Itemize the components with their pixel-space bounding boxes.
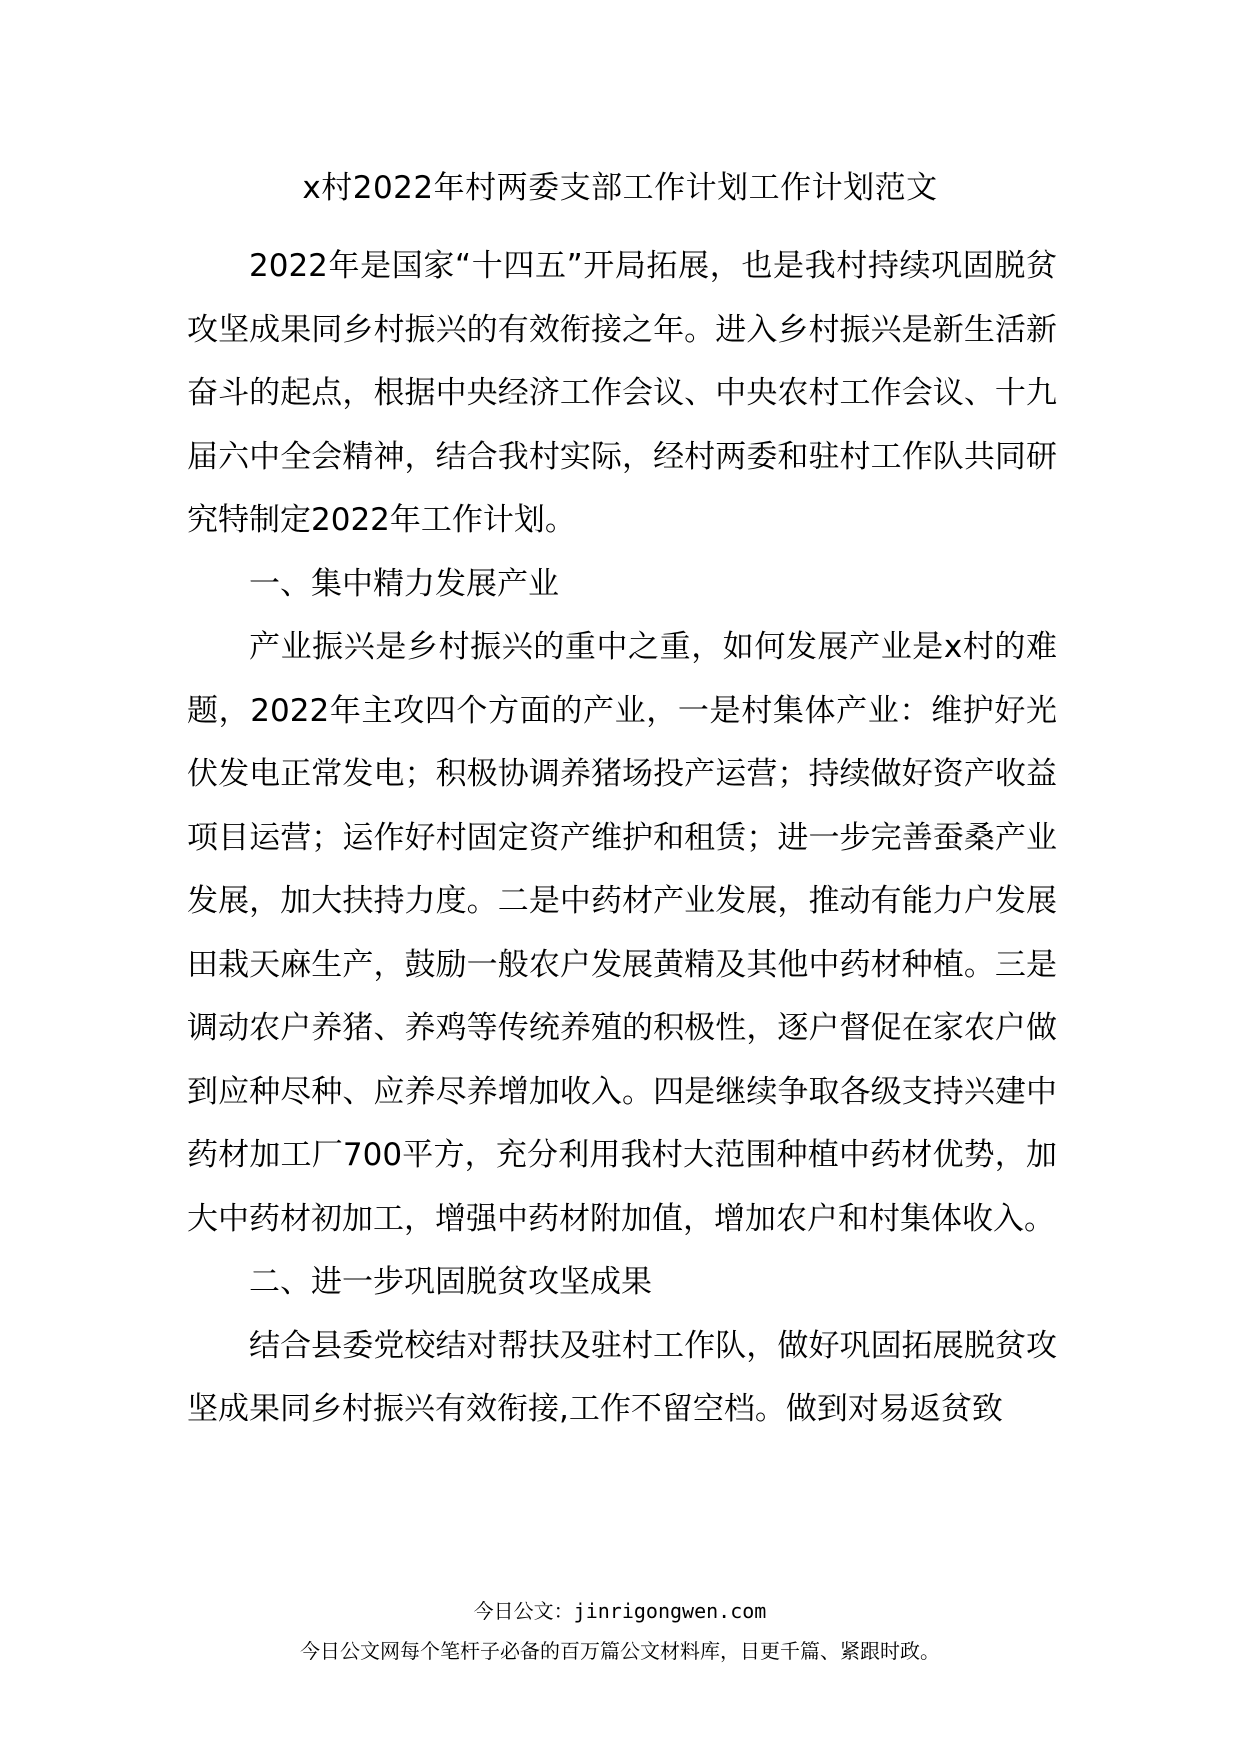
paragraph-intro: 2022年是国家“十四五”开局拓展，也是我村持续巩固脱贫攻坚成果同乡村振兴的有效衔接之年。进入乡村振兴是新生活新奋斗的起点，根据中央经济工作会议、中央农村工作会议、十九届六中全会精神，结合我村实际，经村两委和驻村工作队共同研究特制定2022年工作计划。	[187, 248, 1057, 538]
paragraph-industry: 产业振兴是乡村振兴的重中之重，如何发展产业是x村的难题，2022年主攻四个方面的产业，一是村集体产业：维护好光伏发电正常发电；积极协调养猪场投产运营；持续做好资产收益项目运营；运作好村固定资产维护和租赁；进一步完善蚕桑产业发展，加大扶持力度。二是中药材产业发展，推动有能力户发展田栽天麻生产，鼓励一般农户发展黄精及其他中药材种植。三是调动农户养猪、养鸡等传统养殖的积极性，逐户督促在家农户做到应种尽种、应养尽养增加收入。四是继续争取各级支持兴建中药材加工厂700平方，充分利用我村大范围种植中药材优势，加大中药材初加工，增强中药材附加值，增加农户和村集体收入。	[187, 629, 1057, 1237]
footer-slogan: 今日公文网每个笔杆子必备的百万篇公文材料库，日更千篇、紧跟时政。	[300, 1639, 940, 1663]
document-title: x村2022年村两委支部工作计划工作计划范文	[302, 170, 938, 206]
footer-site-label: 今日公文：	[473, 1599, 574, 1623]
paragraph-consolidation: 结合县委党校结对帮扶及驻村工作队，做好巩固拓展脱贫攻坚成果同乡村振兴有效衔接,工作不留空档。做到对易返贫致	[187, 1327, 1057, 1427]
footer-site-url[interactable]: jinrigongwen.com	[573, 1599, 767, 1623]
section-heading-2: 二、进一步巩固脱贫攻坚成果	[249, 1264, 652, 1300]
section-heading-1: 一、集中精力发展产业	[249, 565, 559, 602]
document-body	[187, 235, 1057, 1442]
footer-site-line	[0, 1596, 1240, 1626]
